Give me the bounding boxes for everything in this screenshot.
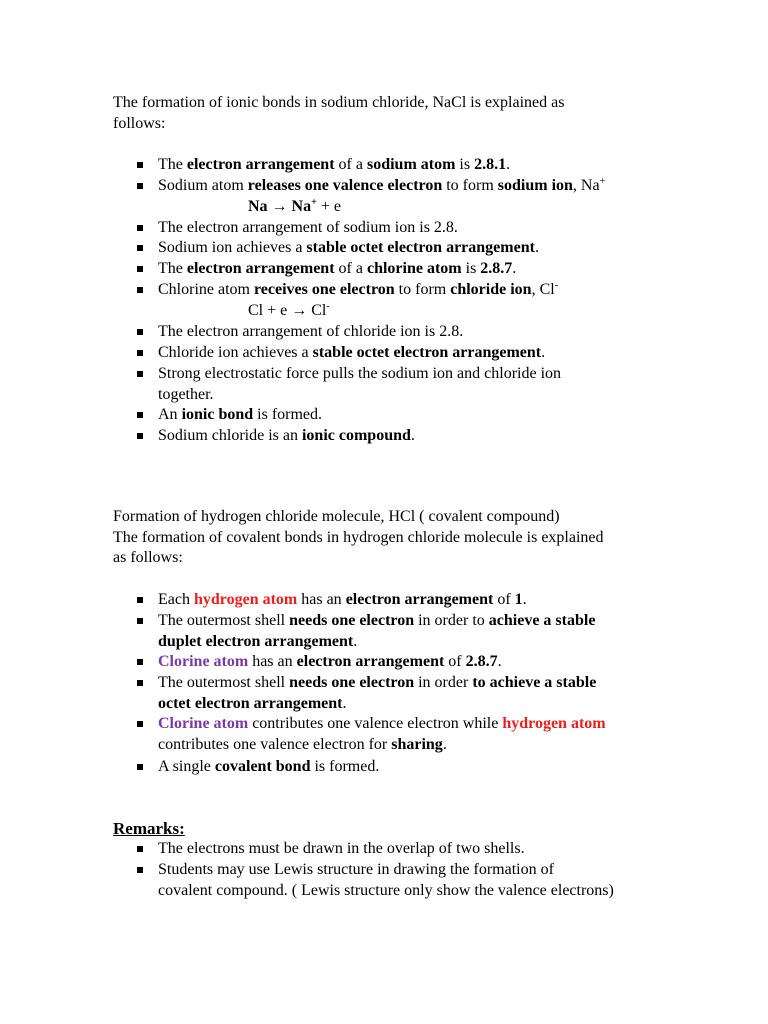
bullet-marker [137,597,143,603]
ionic-intro-line-1: The formation of ionic bonds in sodium chloride, NaCl is explained as [113,94,565,111]
covalent-bullet-3: Clorine atom has an electron arrangement of 2.8.7. [158,653,502,670]
bullet-marker [137,659,143,665]
bullet-marker [137,867,143,873]
remarks-bullet-2: Students may use Lewis structure in drawing the formation of covalent compound. ( Lewis structure only show the valence electrons) [158,861,614,899]
ionic-bullet-2: Sodium atom releases one valence electron to form sodium ion, Na+ [158,176,606,194]
ionic-bullet-11: Sodium chloride is an ionic compound. [158,427,415,444]
ionic-bullet-9: Strong electrostatic force pulls the sodium ion and chloride ion together. [158,365,562,403]
bullet-marker [137,412,143,418]
ionic-intro-line-2: follows: [113,114,166,132]
bullet-marker [137,764,143,770]
ionic-bullet-3: The electron arrangement of sodium ion is 2.8. [158,219,458,236]
bullet-marker [137,329,143,335]
covalent-intro-line-1: The formation of covalent bonds in hydrogen chloride molecule is explained [113,528,604,546]
bullet-marker [137,183,143,189]
covalent-heading: Formation of hydrogen chloride molecule, HCl ( covalent compound) [113,508,560,525]
sodium-ionization-equation: Na → Na+ + e [248,197,341,215]
bullet-marker [137,618,143,624]
chlorine-ionization-equation: Cl + e → Cl- [248,301,330,319]
covalent-intro [113,507,604,569]
bullet-marker [137,225,143,231]
ionic-bullet-6: Chlorine atom receives one electron to form chloride ion, Cl- [158,280,559,298]
ionic-bullet-5: The electron arrangement of a chlorine atom is 2.8.7. [158,260,517,277]
ionic-bullet-8: Chloride ion achieves a stable octet electron arrangement. [158,344,546,361]
bullet-marker [137,162,143,168]
bullet-marker [137,721,143,727]
ionic-bullet-4: Sodium ion achieves a stable octet electron arrangement. [158,239,539,256]
bullet-marker [137,371,143,377]
bullet-marker [137,266,143,272]
ionic-bullet-10: An ionic bond is formed. [158,406,323,423]
remarks-bullet-1: The electrons must be drawn in the overlap of two shells. [158,840,525,857]
ionic-bullet-7: The electron arrangement of chloride ion is 2.8. [158,323,464,340]
covalent-intro-line-2: as follows: [113,549,183,566]
remarks-heading: Remarks: [113,819,185,838]
ionic-bullet-1: The electron arrangement of a sodium atom is 2.8.1. [158,156,511,173]
covalent-bullet-4: The outermost shell needs one electron in order to achieve a stable octet electron arrangement. [158,674,597,712]
bullet-marker [137,245,143,251]
covalent-bullet-5: Clorine atom contributes one valence electron while hydrogen atom contributes one valence electron for sharing. [158,715,606,753]
covalent-bullet-2: The outermost shell needs one electron in order to achieve a stable duplet electron arrangement. [158,612,596,650]
bullet-marker [137,680,143,686]
bullet-marker [137,350,143,356]
ionic-intro [113,93,564,134]
covalent-bullet-6: A single covalent bond is formed. [158,758,380,775]
covalent-bullet-1: Each hydrogen atom has an electron arrangement of 1. [158,591,527,608]
bullet-marker [137,287,143,293]
bullet-marker [137,433,143,439]
bullet-marker [137,846,143,852]
